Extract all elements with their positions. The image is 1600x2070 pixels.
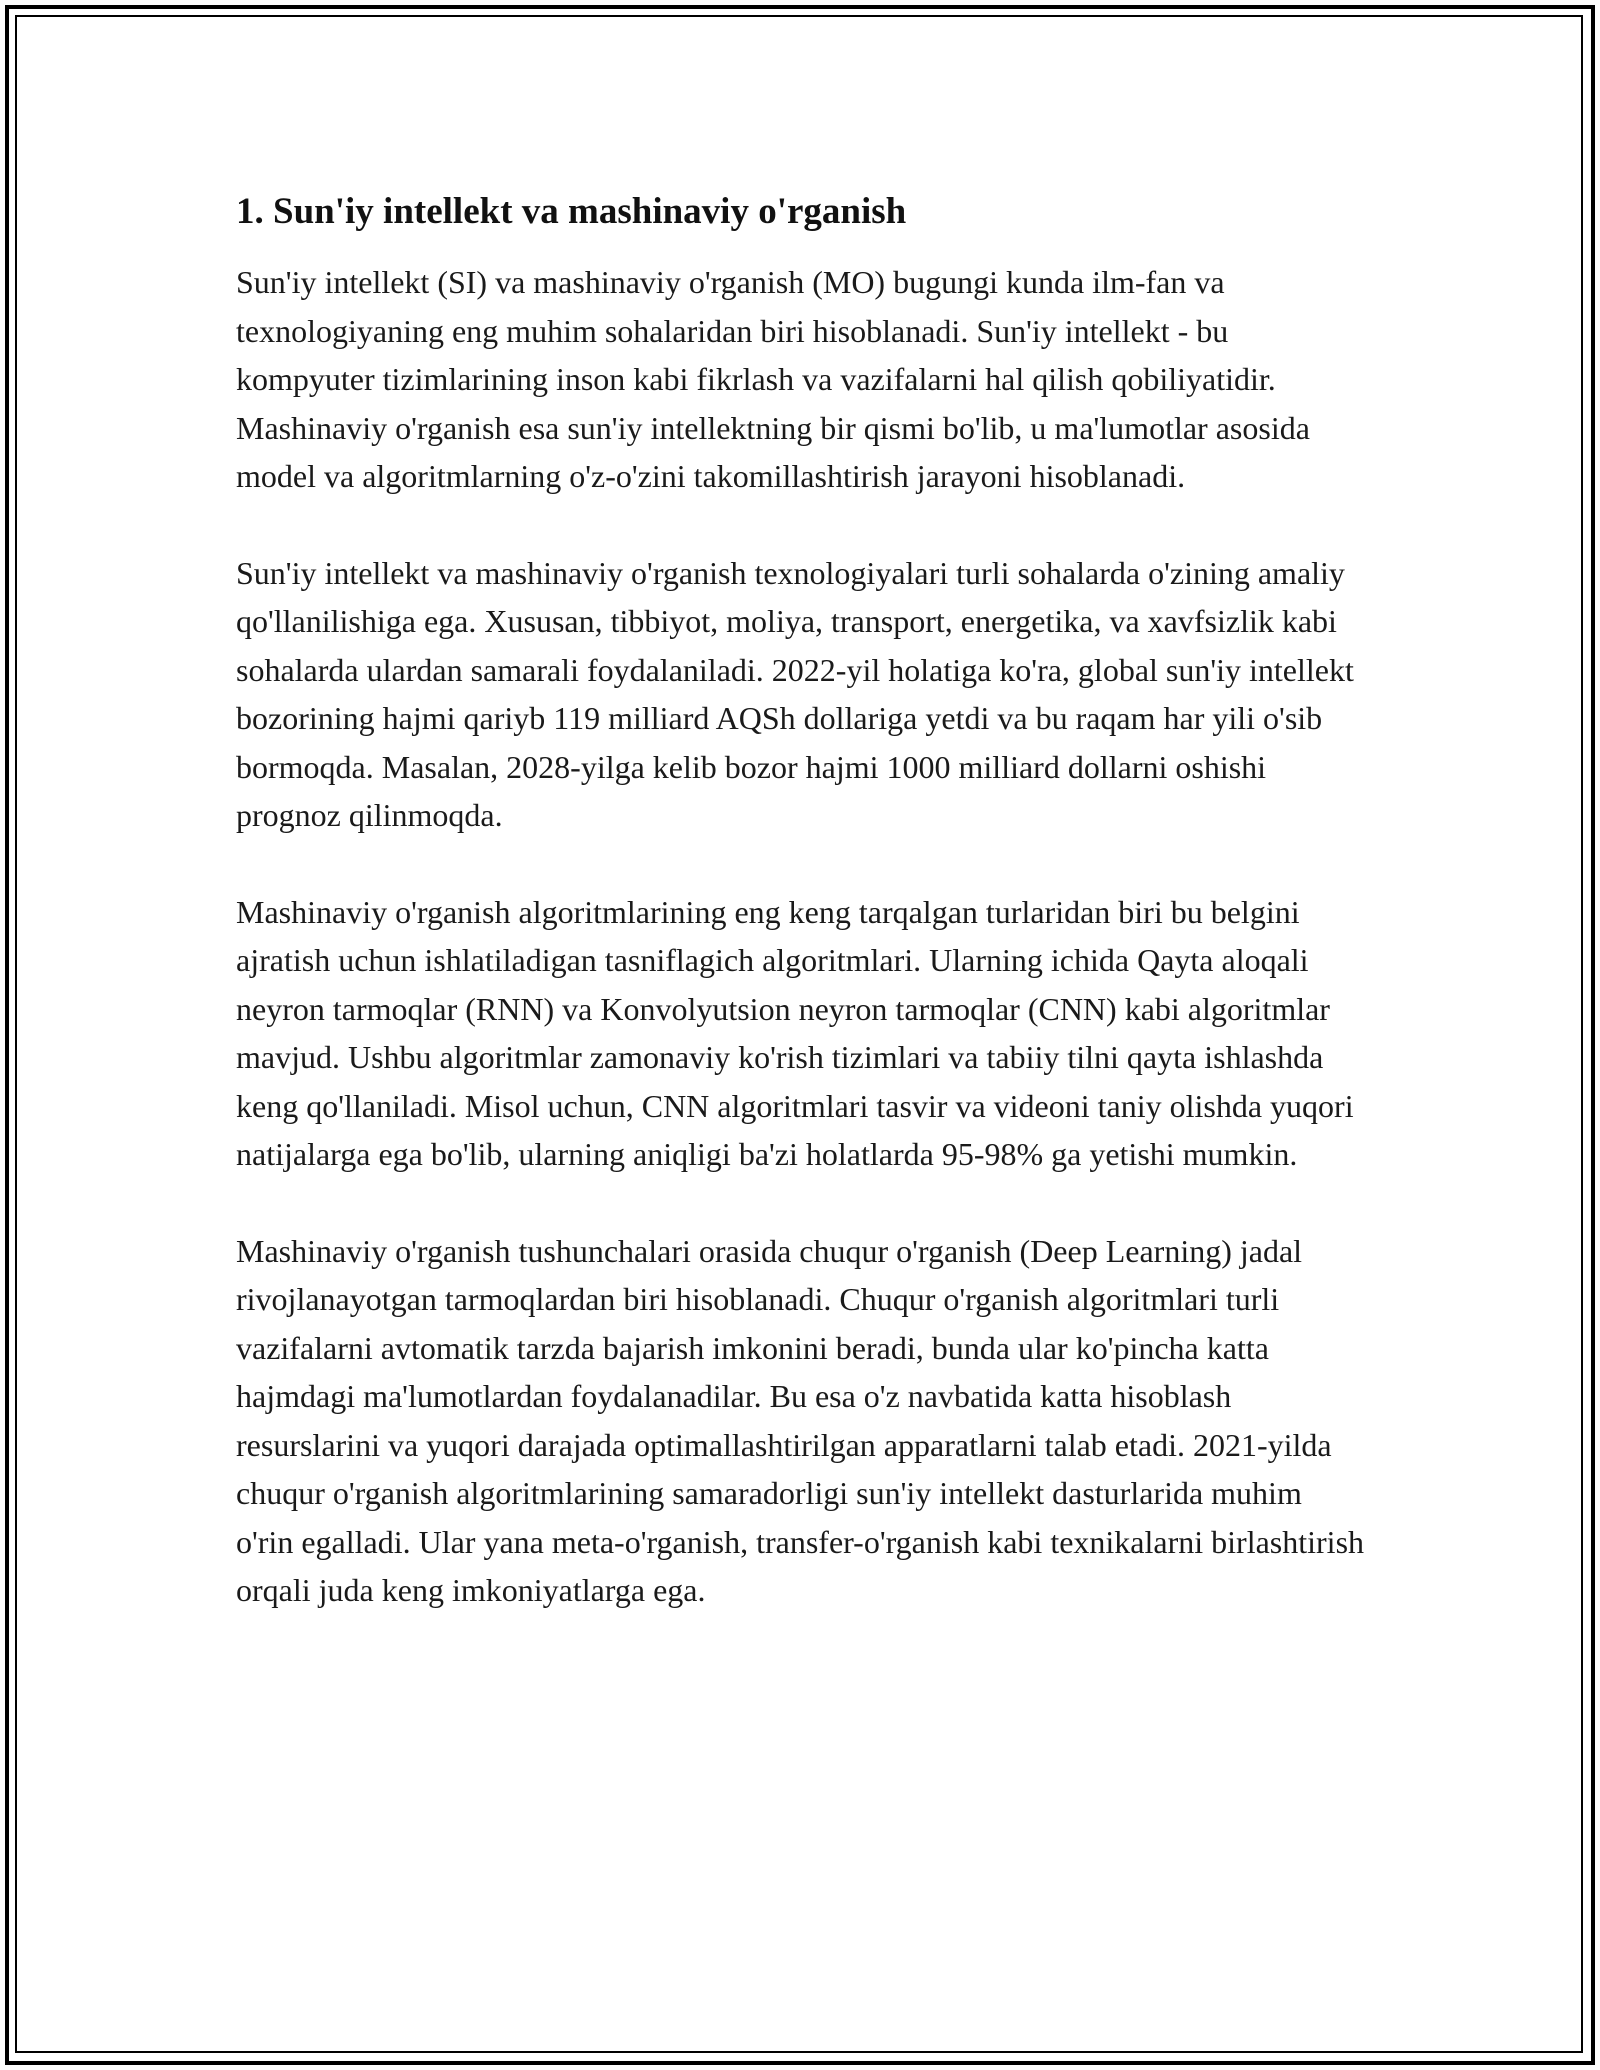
paragraph-3: Mashinaviy o'rganish algoritmlarining eng keng tarqalgan turlaridan biri bu belgini ajratish uchun ishlatiladigan tasniflagich algoritmlari. Ularning ichida Qayta aloqali neyron tarmoqlar (RNN) va Konvolyutsion neyron tarmoqlar (CNN) kabi algoritmlar mavjud. Ushbu algoritmlar zamonaviy ko'rish tizimlari va tabiiy tilni qayta ishlashda keng qo'llaniladi. Misol uchun, CNN algoritmlari tasvir va videoni taniy olishda yuqori natijalarga ega bo'lib, ularning aniqligi ba'zi holatlarda 95-98% ga yetishi mumkin. <box>236 893 1354 1172</box>
paragraph-2: Sun'iy intellekt va mashinaviy o'rganish texnologiyalari turli sohalarda o'zining amaliy qo'llanilishiga ega. Xususan, tibbiyot, moliya, transport, energetika, va xavfsizlik kabi sohalarda ulardan samarali foydalaniladi. 2022-yil holatiga ko'ra, global sun'iy intellekt bozorining hajmi qariyb 119 milliard AQSh dollariga yetdi va bu raqam har yili o'sib bormoqda. Masalan, 2028-yilga kelib bozor hajmi 1000 milliard dollarni oshishi prognoz qilinmoqda. <box>236 554 1354 833</box>
document-body <box>236 188 1366 1663</box>
paragraph-1: Sun'iy intellekt (SI) va mashinaviy o'rganish (MO) bugungi kunda ilm-fan va texnologiyaning eng muhim sohalaridan biri hisoblanadi. Sun'iy intellekt - bu kompyuter tizimlarining inson kabi fikrlash va vazifalarni hal qilish qobiliyatidir. Mashinaviy o'rganish esa sun'iy intellektning bir qismi bo'lib, u ma'lumotlar asosida model va algoritmlarning o'z-o'zini takomillashtirish jarayoni hisoblanadi. <box>236 264 1310 494</box>
paragraph-4: Mashinaviy o'rganish tushunchalari orasida chuqur o'rganish (Deep Learning) jadal rivojlanayotgan tarmoqlardan biri hisoblanadi. Chuqur o'rganish algoritmlari turli vazifalarni avtomatik tarzda bajarish imkonini beradi, bunda ular ko'pincha katta hajmdagi ma'lumotlardan foydalanadilar. Bu esa o'z navbatida katta hisoblash resurslarini va yuqori darajada optimallashtirilgan apparatlarni talab etadi. 2021-yilda chuqur o'rganish algoritmlarining samaradorligi sun'iy intellekt dasturlarida muhim o'rin egalladi. Ular yana meta-o'rganish, transfer-o'rganish kabi texnikalarni birlashtirish orqali juda keng imkoniyatlarga ega. <box>236 1232 1365 1608</box>
section-heading: 1. Sun'iy intellekt va mashinaviy o'rganish <box>236 191 907 232</box>
